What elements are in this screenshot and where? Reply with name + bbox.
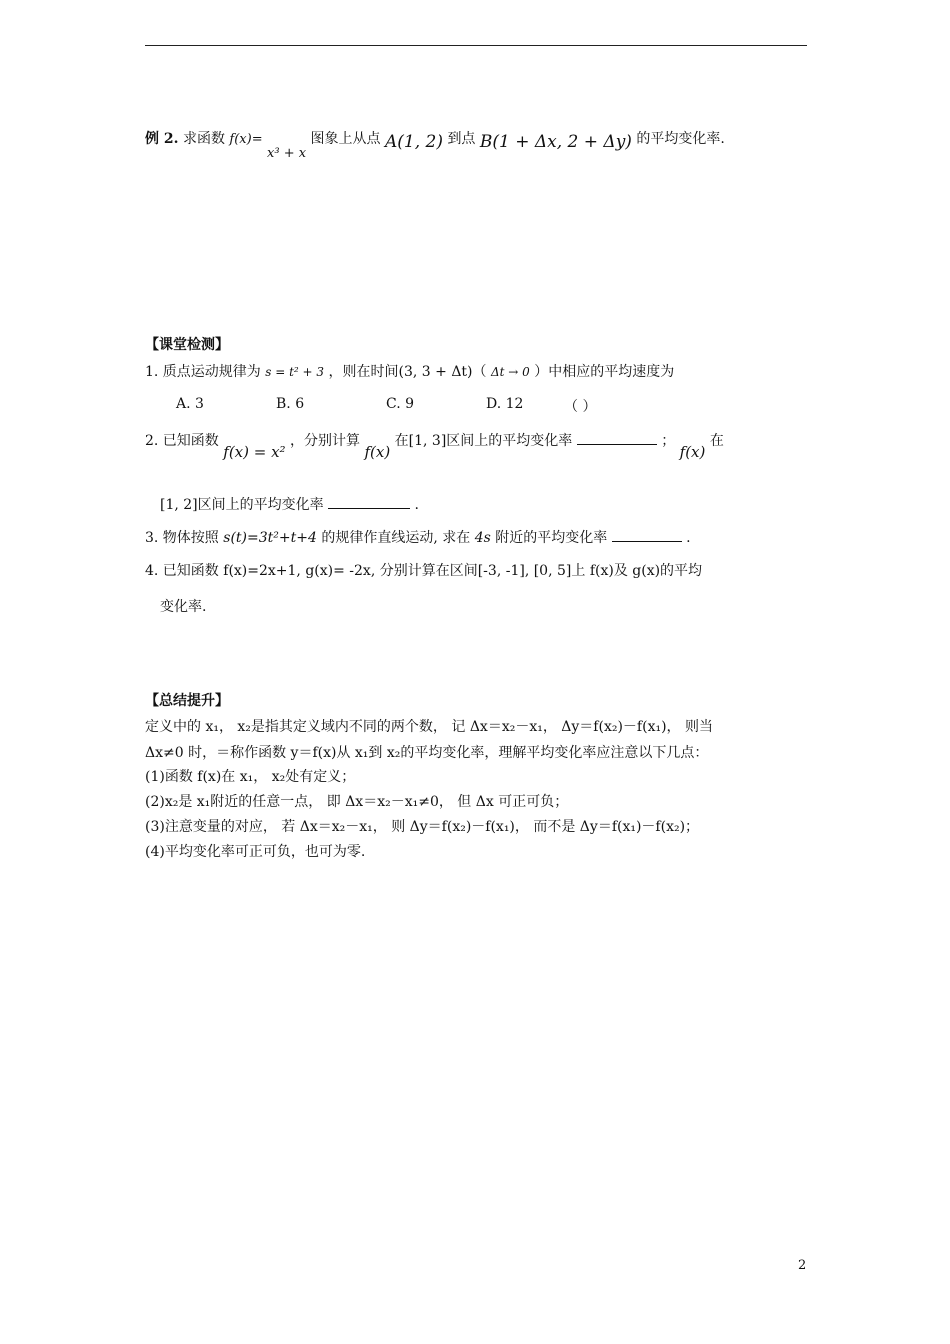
q2-semicolon: ；: [661, 433, 676, 449]
point-b: B(1 + Δx, 2 + Δy): [479, 132, 632, 152]
q1-option-b: B. 6: [276, 396, 305, 412]
q1-middle: ，则在时间(3, 3 + Δt)（: [328, 364, 487, 380]
q2-answer-blank-2[interactable]: [328, 494, 410, 509]
q1-answer-bracket: （ ）: [564, 399, 597, 415]
q3-middle: 的规律作直线运动, 求在: [321, 530, 471, 546]
example-text-c: 到点: [447, 131, 476, 147]
question-3: [145, 527, 691, 547]
summary-line-1: 定义中的 x₁， x₂是指其定义域内不同的两个数， 记 Δx＝x₂－x₁， Δy＝f(x₂)－f(x₁)， 则当: [145, 719, 713, 735]
question-1: [145, 361, 674, 381]
q2-prefix: 2. 已知函数: [145, 433, 219, 449]
question-4-line-2: 变化率.: [160, 599, 207, 615]
q2-fx: f(x): [364, 443, 391, 461]
example-text-a: 求函数: [182, 131, 225, 147]
q1-option-d: D. 12: [486, 396, 524, 412]
q3-formula: s(t)=3t²+t+4: [223, 530, 317, 546]
question-2: [145, 430, 724, 461]
q2-middle: ，分别计算: [290, 433, 361, 449]
q2-suffix: 在: [709, 433, 724, 449]
q3-prefix: 3. 物体按照: [145, 530, 219, 546]
page-number: 2: [798, 1258, 807, 1273]
summary-line-3: (1)函数 f(x)在 x₁， x₂处有定义；: [145, 769, 356, 785]
q2-formula: f(x) = x²: [223, 443, 286, 461]
summary-heading: 【总结提升】: [145, 693, 229, 709]
q2-fx2: f(x): [679, 443, 706, 461]
q1-option-c: C. 9: [386, 396, 415, 412]
q1-option-a: A. 3: [176, 396, 204, 412]
q3-time: 4s: [474, 530, 491, 546]
q2-line2-suffix: .: [414, 497, 419, 513]
q3-answer-blank[interactable]: [612, 527, 682, 542]
example-label: 例 2.: [145, 131, 179, 147]
example-fx-rhs: x³ + x: [267, 146, 307, 161]
example-text-b: 图象上从点: [310, 131, 381, 147]
q1-cond: Δt → 0: [490, 365, 530, 379]
summary-line-5: (3)注意变量的对应， 若 Δx＝x₂－x₁， 则 Δy＝f(x₂)－f(x₁)， 而不是 Δy＝f(x₁)－f(x₂)；: [145, 819, 700, 835]
summary-line-2: Δx≠0 时，＝称作函数 y＝f(x)从 x₁到 x₂的平均变化率，理解平均变化率应注意以下几点：: [145, 745, 709, 761]
summary-line-6: (4)平均变化率可正可负，也可为零.: [145, 844, 366, 860]
example-fx: f(x)=: [229, 132, 263, 147]
q1-prefix: 1. 质点运动规律为: [145, 364, 261, 380]
header-rule: [145, 45, 807, 46]
check-heading: 【课堂检测】: [145, 337, 229, 353]
q3-suffix: 附近的平均变化率: [495, 530, 608, 546]
question-4-line-1: 4. 已知函数 f(x)=2x+1, g(x)= -2x, 分别计算在区间[-3, -1], [0, 5]上 f(x)及 g(x)的平均: [145, 563, 703, 579]
example-text-d: 的平均变化率.: [636, 131, 725, 147]
q2-middle2: 在[1, 3]区间上的平均变化率: [394, 433, 573, 449]
q1-formula: s = t² + 3: [265, 365, 325, 379]
q2-line2-prefix: [1, 2]区间上的平均变化率: [160, 497, 324, 513]
q2-answer-blank-1[interactable]: [577, 430, 657, 445]
summary-line-4: (2)x₂是 x₁附近的任意一点， 即 Δx＝x₂－x₁≠0， 但 Δx 可正可负；: [145, 794, 569, 810]
point-a: A(1, 2): [385, 132, 443, 152]
question-2-line-2: [160, 494, 419, 514]
q3-end: .: [686, 530, 691, 546]
q1-suffix: ）中相应的平均速度为: [534, 364, 675, 380]
example-2-line: [145, 128, 725, 161]
